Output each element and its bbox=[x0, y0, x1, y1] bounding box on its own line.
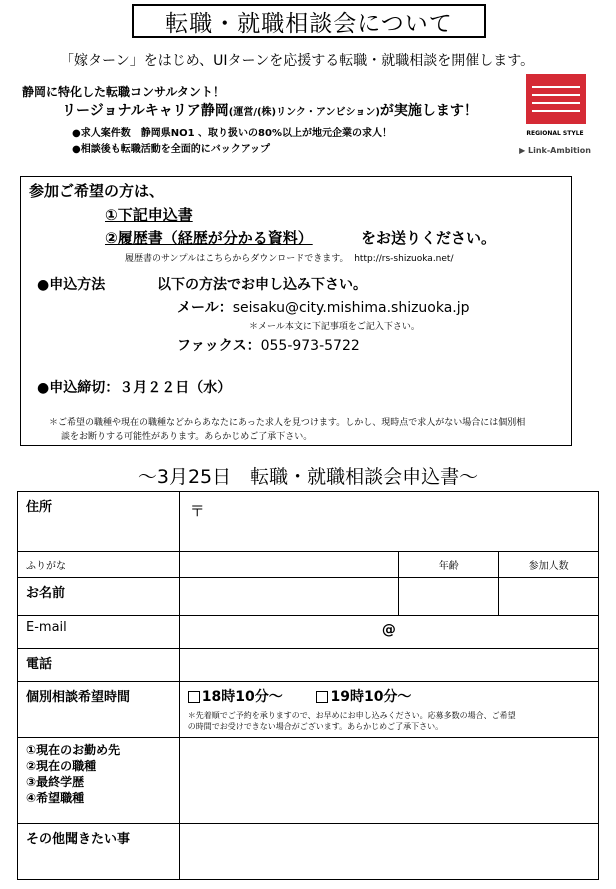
mail-line bbox=[177, 297, 470, 317]
mail-note: ＊メール本文に下記事項をご記入下さい。 bbox=[249, 322, 420, 332]
logo-brand: REGIONAL STYLE bbox=[526, 130, 584, 137]
time-label: 個別相談希望時間 bbox=[18, 682, 180, 738]
slot-1810-checkbox[interactable] bbox=[188, 691, 200, 703]
organizer-line bbox=[62, 100, 478, 120]
mail-label: メール： bbox=[177, 300, 233, 316]
feature-bullet-1: ●求人案件数 静岡県NO1 、取り扱いの80%以上が地元企業の求人！ bbox=[72, 128, 392, 139]
slot-1910-checkbox[interactable] bbox=[316, 691, 328, 703]
organizer-name: リージョナルキャリア静岡 bbox=[62, 103, 229, 119]
company-logo bbox=[518, 74, 592, 164]
apply-item-resume: ②履歴書（経歴が分かる資料） bbox=[105, 229, 313, 247]
feature-bullet-2: ●相談後も転職活動を全面的にバックアップ bbox=[72, 144, 271, 155]
name-label: お名前 bbox=[18, 578, 180, 616]
consultant-lead: 静岡に特化した転職コンサルタント！ bbox=[22, 85, 225, 99]
fax-line bbox=[177, 335, 360, 355]
other-questions-label: その他聞きたい事 bbox=[18, 824, 180, 880]
apply-item-form: ①下記申込書 bbox=[105, 206, 193, 224]
application-form bbox=[17, 491, 599, 880]
organizer-tail: が実施します！ bbox=[379, 103, 478, 119]
address-label: 住所 bbox=[18, 492, 180, 552]
age-field[interactable] bbox=[399, 578, 499, 616]
time-note-1: ＊先着順でご予約を承りますので、お早めにお申し込みください。応募多数の場合、ご希望 bbox=[187, 711, 516, 720]
resume-sample-note bbox=[125, 251, 454, 264]
time-note-2: の時間でお受けできない場合がございます。あらかじめご了承下さい。 bbox=[187, 722, 444, 731]
phone-field[interactable] bbox=[179, 649, 598, 682]
name-field[interactable] bbox=[179, 578, 399, 616]
furigana-label: ふりがな bbox=[18, 552, 180, 578]
method-text: 以下の方法でお申し込み下さい。 bbox=[157, 277, 367, 293]
career-answers-field[interactable] bbox=[179, 738, 598, 824]
logo-company: ▶ Link-Ambition bbox=[519, 146, 591, 155]
postal-mark: 〒 bbox=[189, 502, 205, 520]
time-field bbox=[179, 682, 598, 738]
question-current-employer: ①現在のお勤め先 bbox=[26, 743, 121, 757]
furigana-field[interactable] bbox=[179, 552, 399, 578]
page-title-text: 転職・就職相談会について bbox=[165, 10, 453, 37]
slot-1810-label: 18時10分～ bbox=[201, 689, 283, 705]
deadline: ●申込締切：３月２２日（水） bbox=[37, 380, 232, 396]
method-label: ●申込方法 bbox=[37, 277, 106, 293]
slot-1910-label: 19時10分～ bbox=[330, 689, 412, 705]
apply-heading: 参加ご希望の方は、 bbox=[29, 182, 165, 200]
sample-url-link[interactable]: http://rs-shizuoka.net/ bbox=[354, 254, 454, 264]
fax-label: ファックス： bbox=[177, 338, 261, 354]
age-label: 年齢 bbox=[399, 552, 499, 578]
page-title bbox=[132, 4, 486, 38]
organizer-operator: (運営/(株)リンク・アンビション) bbox=[228, 107, 380, 118]
footnote-line-1: ＊ご希望の職種や現在の職種などからあなたにあった求人を見つけます。しかし、現時点で求人がない場合には個別相 bbox=[49, 418, 526, 428]
address-field[interactable] bbox=[179, 492, 598, 552]
logo-company-name: Link-Ambition bbox=[528, 146, 591, 155]
sample-note-text: 履歴書のサンプルはこちらからダウンロードできます。 bbox=[125, 254, 349, 264]
participants-label: 参加人数 bbox=[499, 552, 599, 578]
apply-item-tail: をお送りください。 bbox=[361, 229, 497, 247]
participants-field[interactable] bbox=[499, 578, 599, 616]
application-info-box bbox=[20, 176, 572, 446]
email-field[interactable] bbox=[179, 616, 598, 649]
question-education: ③最終学歴 bbox=[26, 775, 85, 789]
time-slots bbox=[188, 686, 598, 706]
logo-mark bbox=[526, 74, 586, 124]
footnote-line-2: 談をお断りする可能性があります。あらかじめご了承下さい。 bbox=[61, 432, 313, 442]
mail-address[interactable]: seisaku@city.mishima.shizuoka.jp bbox=[232, 300, 470, 316]
question-desired-job: ④希望職種 bbox=[26, 791, 85, 805]
other-questions-field[interactable] bbox=[179, 824, 598, 880]
phone-label: 電話 bbox=[18, 649, 180, 682]
career-questions bbox=[18, 738, 180, 824]
form-title: ～3月25日 転職・就職相談会申込書～ bbox=[137, 466, 479, 488]
intro-text: 「嫁ターン」をはじめ、UIターンを応援する転職・就職相談を開催します。 bbox=[60, 53, 535, 69]
email-at-sign: @ bbox=[381, 622, 396, 638]
question-current-job: ②現在の職種 bbox=[26, 759, 97, 773]
fax-number: 055-973-5722 bbox=[260, 338, 360, 354]
email-label: E-mail bbox=[18, 616, 180, 649]
